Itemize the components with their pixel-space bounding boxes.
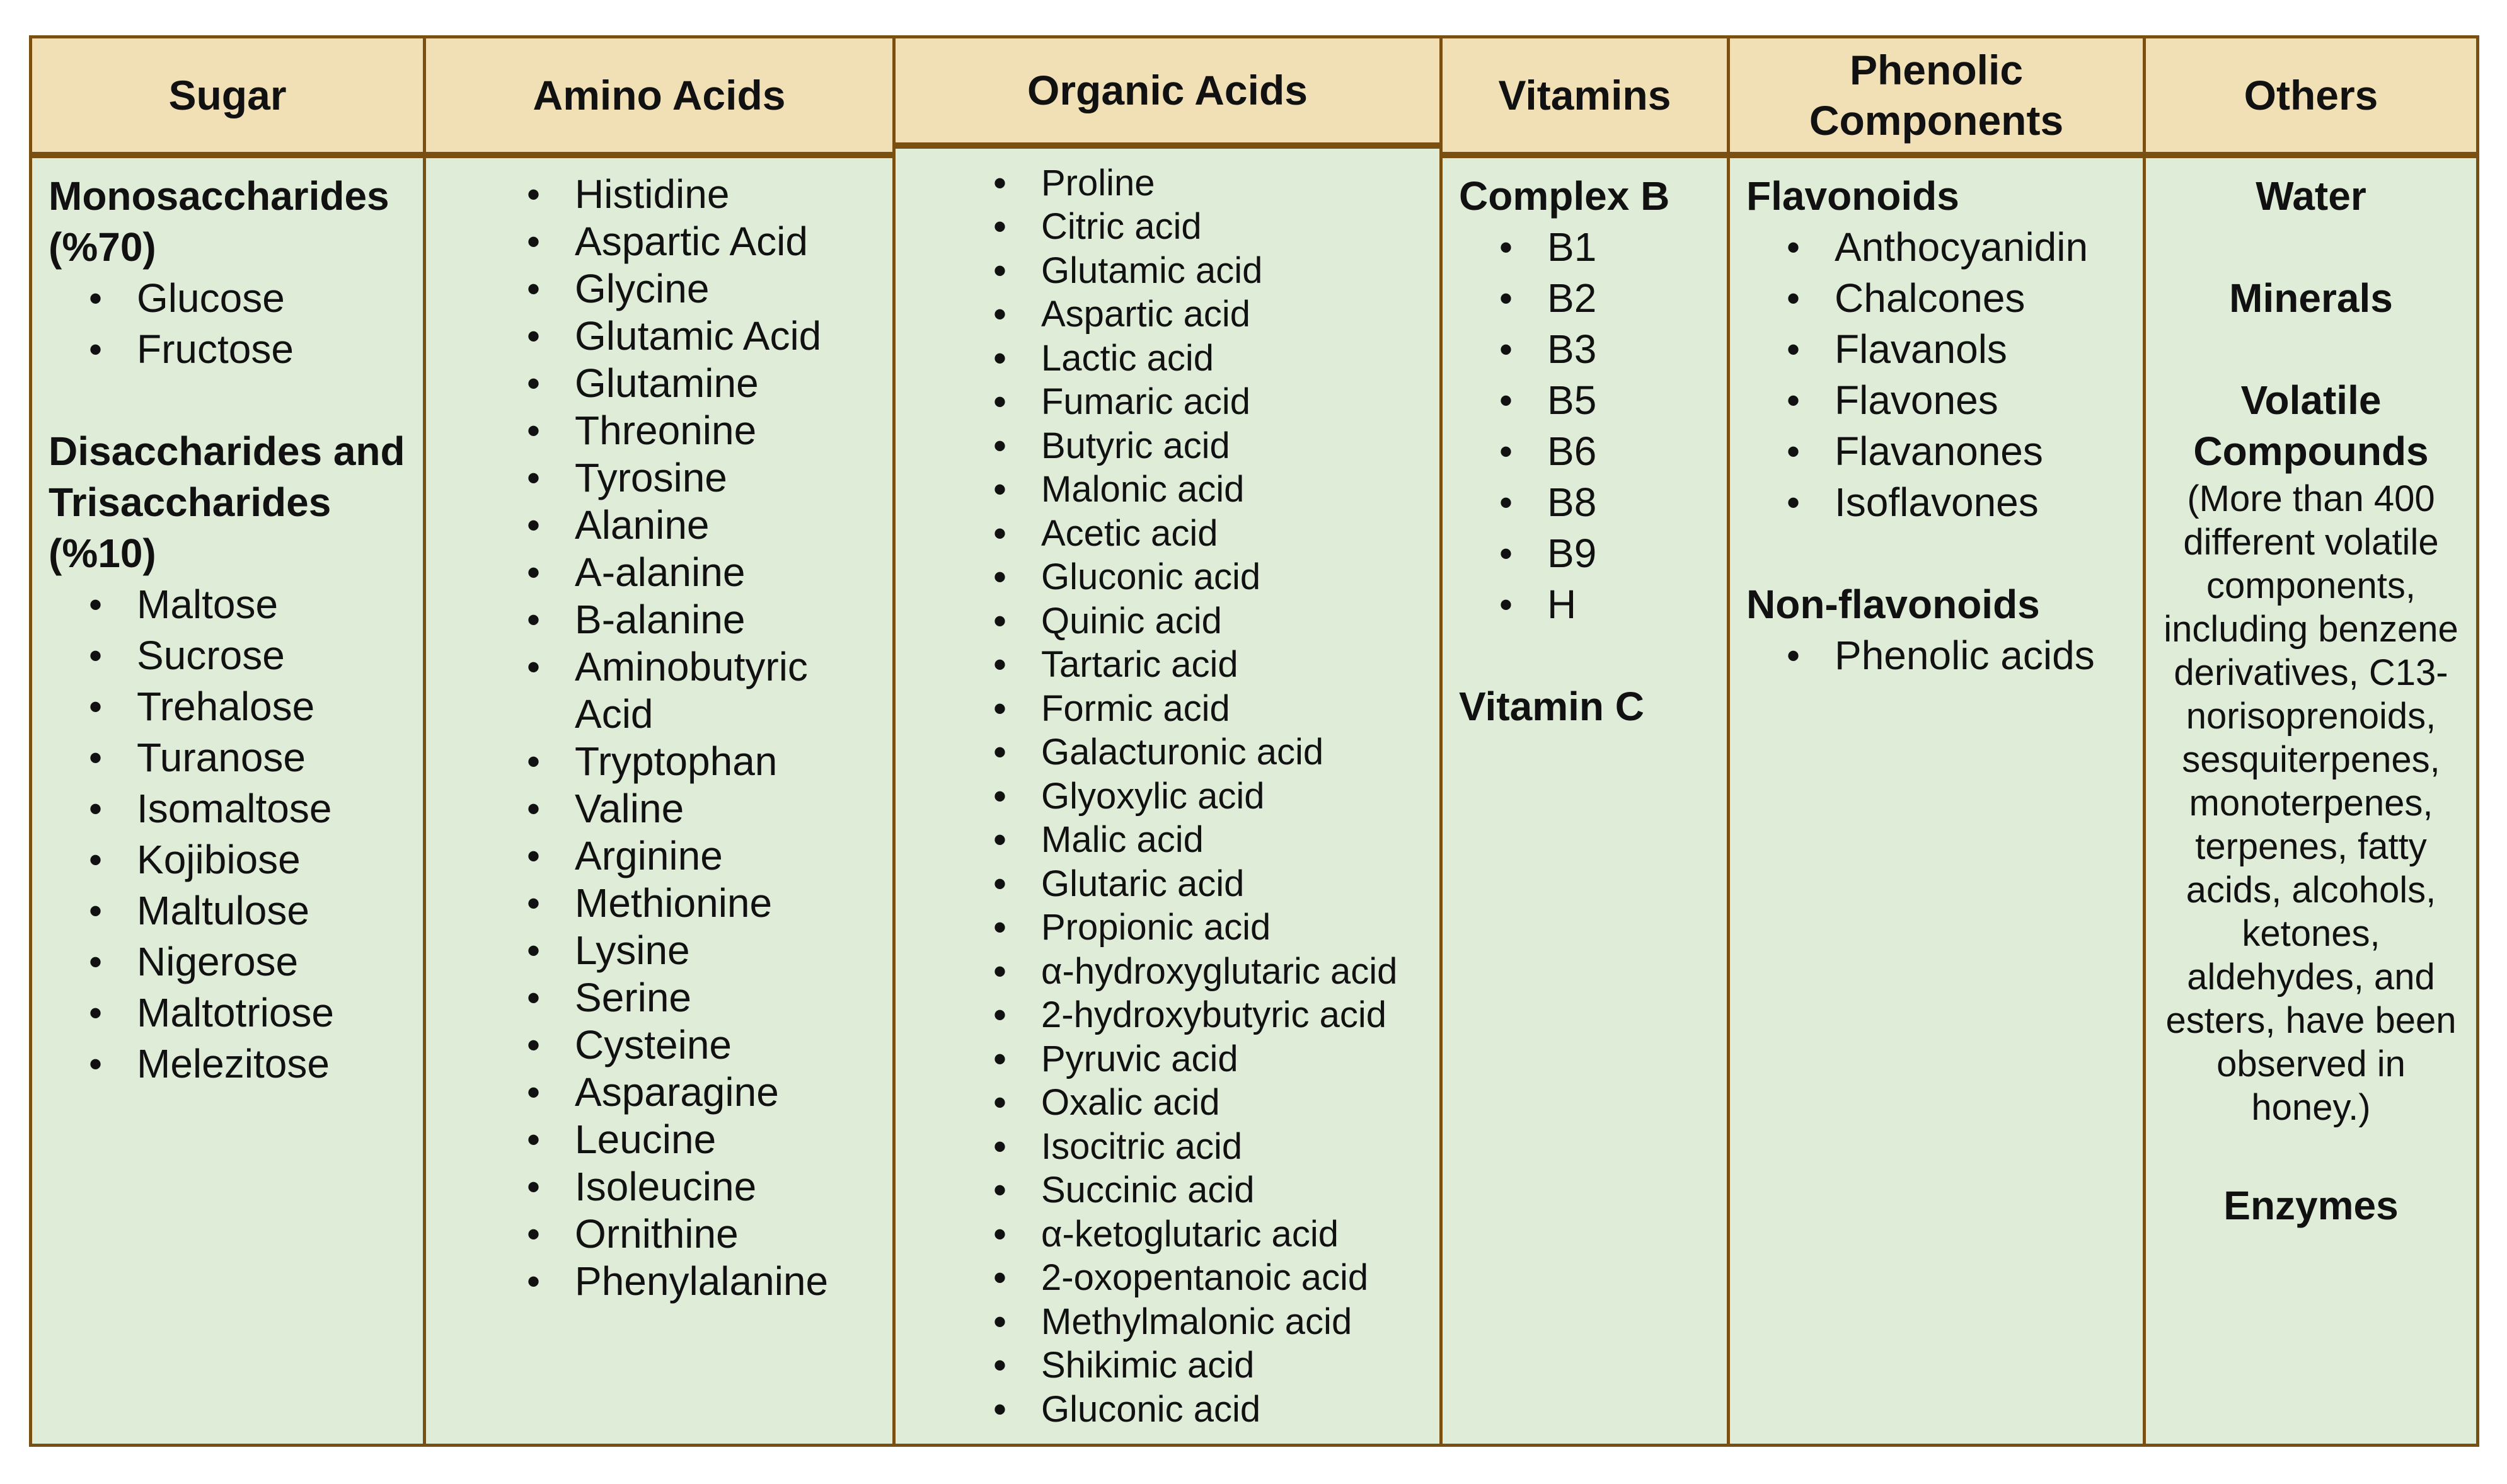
list-item: • Propionic acid bbox=[1041, 906, 1423, 950]
list-item: • Tartaric acid bbox=[1041, 643, 1423, 687]
column-others bbox=[2146, 38, 2476, 1444]
list-item: • Asparagine bbox=[575, 1069, 876, 1116]
header-vitamins: Vitamins bbox=[1443, 38, 1727, 158]
list-item: • Chalcones bbox=[1835, 273, 2126, 324]
honey-composition-table bbox=[29, 35, 2479, 1447]
list-item: • Malonic acid bbox=[1041, 468, 1423, 512]
list-item: • Glutamine bbox=[575, 360, 876, 407]
list-item: • Formic acid bbox=[1041, 687, 1423, 731]
vitamins-cell bbox=[1443, 158, 1727, 1444]
list-item: • Kojibiose bbox=[137, 834, 406, 885]
list-item: • B-alanine bbox=[575, 596, 876, 643]
list-item: • Glyoxylic acid bbox=[1041, 774, 1423, 819]
list-item: • A-alanine bbox=[575, 549, 876, 596]
list-item: • Trehalose bbox=[137, 681, 406, 732]
list-item: • Isomaltose bbox=[137, 783, 406, 834]
list-item: • Oxalic acid bbox=[1041, 1081, 1423, 1125]
list-item: • Citric acid bbox=[1041, 205, 1423, 249]
header-sugar: Sugar bbox=[32, 38, 423, 158]
list-item: • Flavanones bbox=[1835, 426, 2126, 477]
column-sugar bbox=[32, 38, 426, 1444]
list-item: • Quinic acid bbox=[1041, 599, 1423, 643]
sugar-list-mono bbox=[49, 273, 406, 375]
list-item: • Threonine bbox=[575, 407, 876, 454]
list-item: • B2 bbox=[1547, 273, 1710, 324]
list-item: • Melezitose bbox=[137, 1038, 406, 1090]
list-item: • Histidine bbox=[575, 171, 876, 218]
water-label: Water bbox=[2256, 173, 2366, 219]
group-title: Complex B bbox=[1459, 173, 1670, 219]
sugar-cell bbox=[32, 158, 423, 1444]
volatile-description: (More than 400 different volatile components, including benzene derivatives, C13-norisoprenoids, sesquiterpenes, monoterpenes, terpenes, fatty acids, alcohols, ketones, aldehydes, and esters, have been observed in honey.) bbox=[2164, 478, 2458, 1128]
list-item: • Ornithine bbox=[575, 1211, 876, 1258]
list-item: • Acetic acid bbox=[1041, 512, 1423, 556]
list-item: • Aspartic acid bbox=[1041, 292, 1423, 336]
list-item: • Lactic acid bbox=[1041, 336, 1423, 381]
organic-cell bbox=[896, 149, 1439, 1444]
amino-cell bbox=[426, 158, 892, 1444]
list-item: • Glucose bbox=[137, 273, 406, 324]
list-item: • Anthocyanidin bbox=[1835, 222, 2126, 273]
nonflavonoid-list bbox=[1746, 630, 2126, 681]
list-item: • Aspartic Acid bbox=[575, 218, 876, 265]
volatile-title: Volatile Compounds bbox=[2193, 377, 2429, 474]
list-item: • Pyruvic acid bbox=[1041, 1037, 1423, 1081]
list-item: • Flavanols bbox=[1835, 324, 2126, 375]
others-cell bbox=[2146, 158, 2476, 1444]
list-item: • Methionine bbox=[575, 880, 876, 927]
group-title: Flavonoids bbox=[1746, 173, 1959, 219]
list-item: • Alanine bbox=[575, 502, 876, 549]
sugar-list-di bbox=[49, 579, 406, 1090]
list-item: • Cysteine bbox=[575, 1021, 876, 1069]
column-amino-acids bbox=[426, 38, 896, 1444]
list-item: • Phenylalanine bbox=[575, 1258, 876, 1305]
list-item: • Valine bbox=[575, 785, 876, 832]
list-item: • Gluconic acid bbox=[1041, 1388, 1423, 1432]
list-item: • Glycine bbox=[575, 265, 876, 313]
list-item: • 2-oxopentanoic acid bbox=[1041, 1256, 1423, 1300]
list-item: • Butyric acid bbox=[1041, 424, 1423, 468]
list-item: • Malic acid bbox=[1041, 818, 1423, 862]
header-organic-acids: Organic Acids bbox=[896, 38, 1439, 149]
list-item: • H bbox=[1547, 579, 1710, 630]
list-item: • B5 bbox=[1547, 375, 1710, 426]
group-title: Disaccharides and Trisaccharides (%10) bbox=[49, 429, 405, 576]
list-item: • Glutaric acid bbox=[1041, 862, 1423, 906]
list-item: • Shikimic acid bbox=[1041, 1343, 1423, 1388]
list-item: • α-ketoglutaric acid bbox=[1041, 1212, 1423, 1257]
organic-list bbox=[912, 161, 1423, 1432]
list-item: • B3 bbox=[1547, 324, 1710, 375]
column-phenolic bbox=[1730, 38, 2146, 1444]
list-item: • Methylmalonic acid bbox=[1041, 1300, 1423, 1344]
list-item: • Arginine bbox=[575, 832, 876, 880]
list-item: • Glutamic Acid bbox=[575, 313, 876, 360]
list-item: • Flavones bbox=[1835, 375, 2126, 426]
flavonoid-list bbox=[1746, 222, 2126, 528]
list-item: • Gluconic acid bbox=[1041, 555, 1423, 599]
list-item: • B8 bbox=[1547, 477, 1710, 528]
list-item: • B9 bbox=[1547, 528, 1710, 579]
list-item: • B1 bbox=[1547, 222, 1710, 273]
group-title: Vitamin C bbox=[1459, 684, 1644, 729]
list-item: • Succinic acid bbox=[1041, 1168, 1423, 1212]
list-item: • Leucine bbox=[575, 1116, 876, 1163]
list-item: • Galacturonic acid bbox=[1041, 730, 1423, 774]
list-item: • Fructose bbox=[137, 324, 406, 375]
phenolic-cell bbox=[1730, 158, 2143, 1444]
list-item: • Maltose bbox=[137, 579, 406, 630]
column-vitamins bbox=[1443, 38, 1730, 1444]
list-item: • Aminobutyric Acid bbox=[575, 643, 876, 738]
group-title: Monosaccharides (%70) bbox=[49, 173, 389, 270]
list-item: • Glutamic acid bbox=[1041, 249, 1423, 293]
header-amino-acids: Amino Acids bbox=[426, 38, 892, 158]
group-title: Non-flavonoids bbox=[1746, 582, 2040, 627]
list-item: • Isocitric acid bbox=[1041, 1125, 1423, 1169]
amino-list bbox=[442, 171, 876, 1305]
list-item: • Maltotriose bbox=[137, 987, 406, 1038]
list-item: • Tyrosine bbox=[575, 454, 876, 502]
list-item: • Maltulose bbox=[137, 885, 406, 936]
list-item: • B6 bbox=[1547, 426, 1710, 477]
list-item: • 2-hydroxybutyric acid bbox=[1041, 993, 1423, 1037]
header-others: Others bbox=[2146, 38, 2476, 158]
list-item: • Turanose bbox=[137, 732, 406, 783]
list-item: • Nigerose bbox=[137, 936, 406, 987]
vitamin-b-list bbox=[1459, 222, 1710, 630]
list-item: • Isoflavones bbox=[1835, 477, 2126, 528]
list-item: • Tryptophan bbox=[575, 738, 876, 785]
list-item: • Isoleucine bbox=[575, 1163, 876, 1211]
column-organic-acids bbox=[896, 38, 1443, 1444]
list-item: • Proline bbox=[1041, 161, 1423, 205]
list-item: • Sucrose bbox=[137, 630, 406, 681]
list-item: • Lysine bbox=[575, 927, 876, 974]
list-item: • α-hydroxyglutaric acid bbox=[1041, 950, 1423, 994]
enzymes-label: Enzymes bbox=[2223, 1183, 2399, 1228]
minerals-label: Minerals bbox=[2229, 275, 2393, 321]
list-item: • Serine bbox=[575, 974, 876, 1021]
list-item: • Fumaric acid bbox=[1041, 380, 1423, 424]
list-item: • Phenolic acids bbox=[1835, 630, 2126, 681]
header-phenolic: Phenolic Components bbox=[1730, 38, 2143, 158]
